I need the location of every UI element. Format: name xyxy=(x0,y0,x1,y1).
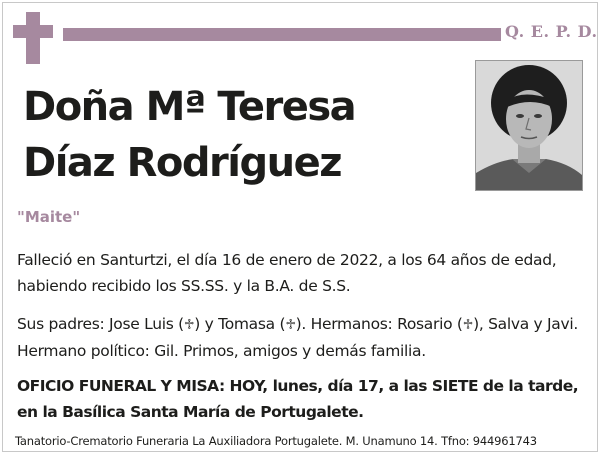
funeral-home-footer: Tanatorio-Crematorio Funeraria La Auxiliadora Portugalete. M. Unamuno 14. Tfno: 944961743 xyxy=(15,434,537,448)
deceased-cross-icon: ♱ xyxy=(183,317,195,333)
deceased-alias: "Maite" xyxy=(17,208,81,226)
latin-cross-icon xyxy=(26,12,40,64)
deceased-name-line1: Doña Mª Teresa xyxy=(23,84,356,130)
qepd-label: Q. E. P. D. xyxy=(505,22,598,41)
deceased-name-line2: Díaz Rodríguez xyxy=(23,140,341,186)
portrait-image xyxy=(476,61,582,190)
family-text-2: ) y Tomasa ( xyxy=(194,315,286,333)
deceased-cross-icon: ♱ xyxy=(462,317,474,333)
family-text-1: Sus padres: Jose Luis ( xyxy=(17,315,184,333)
family-paragraph xyxy=(17,311,593,364)
deceased-cross-icon: ♱ xyxy=(285,317,296,333)
family-text-3: ). Hermanos: Rosario ( xyxy=(295,315,463,333)
funeral-service-paragraph: OFICIO FUNERAL Y MISA: HOY, lunes, día 17, a las SIETE de la tarde, en la Basílica Santa María de Portugalete. xyxy=(17,377,579,421)
header-rule xyxy=(63,28,501,41)
family-text-4: ), Salva y Javi. Hermano político: Gil. Primos, amigos y demás familia. xyxy=(17,315,578,360)
latin-cross-crossbar xyxy=(13,25,53,38)
obituary-card xyxy=(2,2,598,452)
death-notice-paragraph: Falleció en Santurtzi, el día 16 de enero de 2022, a los 64 años de edad, habiendo recibido los SS.SS. y la B.A. de S.S. xyxy=(17,251,557,295)
deceased-photo xyxy=(475,60,583,191)
